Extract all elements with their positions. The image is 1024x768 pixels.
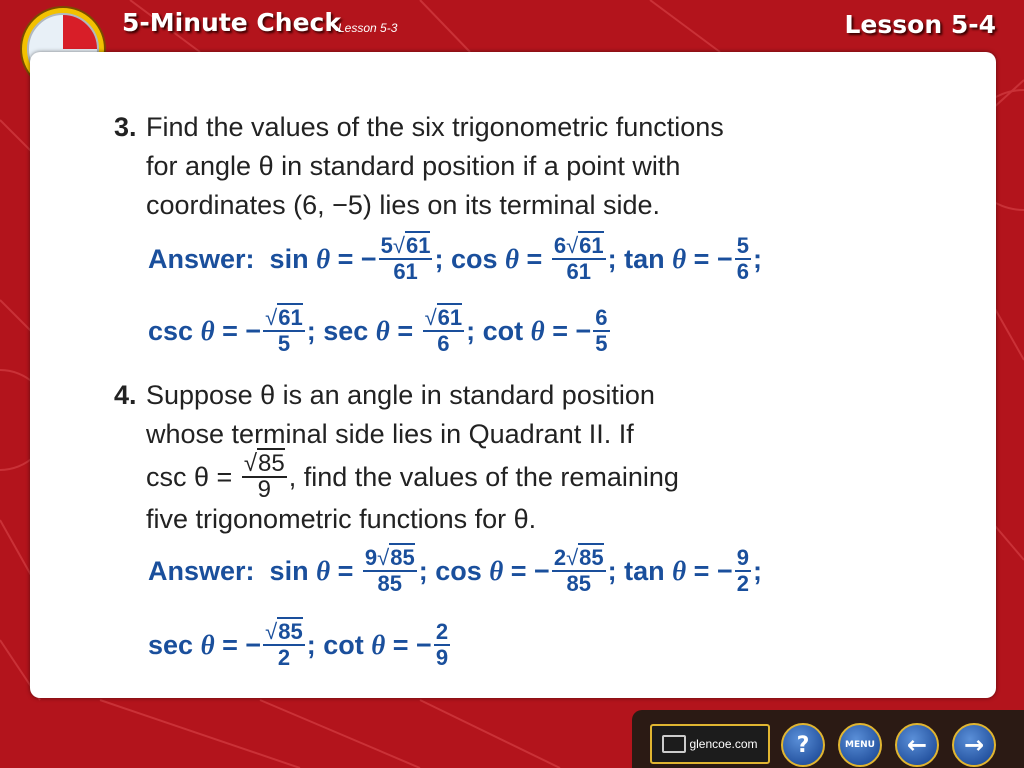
menu-button[interactable] — [838, 723, 882, 767]
question-4-text — [146, 376, 679, 539]
tan-fraction: $\frac{9}{2}$ — [736, 545, 749, 596]
question-4-line: whose terminal side lies in Quadrant II. If — [146, 419, 634, 449]
question-3-text — [146, 108, 724, 225]
func-name: cos — [450, 243, 498, 274]
sec-fraction: $\frac{√85}{2}$ — [265, 619, 303, 670]
func-name: sec — [148, 629, 194, 660]
answer-label: Answer: — [148, 243, 255, 274]
func-name: cot — [323, 629, 364, 660]
csc-fraction: $\frac{√61}{5}$ — [265, 305, 303, 356]
question-3-line: coordinates (6, −5) lies on its terminal side. — [146, 190, 660, 220]
back-button[interactable] — [895, 723, 939, 767]
menu-icon: MENU — [845, 740, 875, 750]
header-subtitle: Lesson 5-3 — [338, 21, 398, 35]
func-name: sin — [269, 243, 309, 274]
header-title: 5-Minute Check — [122, 8, 341, 37]
laptop-icon — [662, 735, 686, 753]
lesson-label: Lesson 5-4 — [844, 10, 996, 39]
forward-button[interactable] — [952, 723, 996, 767]
question-4-line: five trigonometric functions for θ. — [146, 504, 537, 534]
func-name: cos — [435, 555, 482, 586]
answer-3-row-1: Answer: sin θ = − $\frac{5√61}{61}$ ; cos θ = $\frac{6√61}{61}$ ; tan θ = − $\frac{5}{6}$ ; — [148, 233, 762, 284]
forward-arrow-icon: → — [963, 731, 985, 759]
glencoe-link-button[interactable] — [650, 724, 770, 764]
sec-fraction: $\frac{√61}{6}$ — [424, 305, 463, 356]
func-name: sin — [269, 555, 309, 586]
question-4-line: csc θ = $\frac{√85}{9}$ , find the values of the remaining — [146, 450, 679, 503]
question-4-line: Suppose θ is an angle in standard position — [146, 380, 655, 410]
back-arrow-icon: ← — [906, 731, 928, 759]
site-label: glencoe.com — [689, 737, 758, 751]
csc-given-fraction: $\frac{√85}{9}$ — [243, 450, 285, 503]
cot-fraction: $\frac{6}{5}$ — [595, 305, 608, 356]
func-name: tan — [624, 243, 665, 274]
csc-given: csc θ = — [146, 461, 233, 492]
func-name: tan — [624, 555, 665, 586]
content-panel — [30, 52, 996, 698]
tan-fraction: $\frac{5}{6}$ — [736, 233, 749, 284]
question-4-number: 4. — [114, 380, 137, 410]
question-3-line: Find the values of the six trigonometric functions — [146, 112, 724, 142]
sign: − — [360, 243, 377, 274]
question-3-number: 3. — [114, 112, 137, 142]
answer-label: Answer: — [148, 555, 255, 586]
sin-fraction: $\frac{9√85}{85}$ — [364, 545, 415, 596]
func-name: csc — [148, 315, 194, 346]
cos-fraction: $\frac{2√85}{85}$ — [553, 545, 604, 596]
cot-fraction: $\frac{2}{9}$ — [435, 619, 449, 670]
help-button[interactable] — [781, 723, 825, 767]
help-icon: ? — [796, 732, 810, 758]
cos-fraction: $\frac{6√61}{61}$ — [553, 233, 604, 284]
answer-4-row-2: sec θ = − $\frac{√85}{2}$ ; cot θ = − $\frac{2}{9}$ — [148, 619, 449, 670]
question-3-line: for angle θ in standard position if a point with — [146, 151, 681, 181]
func-name: sec — [323, 315, 369, 346]
sin-fraction: $\frac{5√61}{61}$ — [380, 233, 431, 284]
answer-4-row-1: Answer: sin θ = $\frac{9√85}{85}$ ; cos θ = − $\frac{2√85}{85}$ ; tan θ = − $\frac{9}{2}$ ; — [148, 545, 762, 596]
answer-3-row-2: csc θ = − $\frac{√61}{5}$ ; sec θ = $\frac{√61}{6}$ ; cot θ = − $\frac{6}{5}$ — [148, 305, 608, 356]
func-name: cot — [482, 315, 524, 346]
